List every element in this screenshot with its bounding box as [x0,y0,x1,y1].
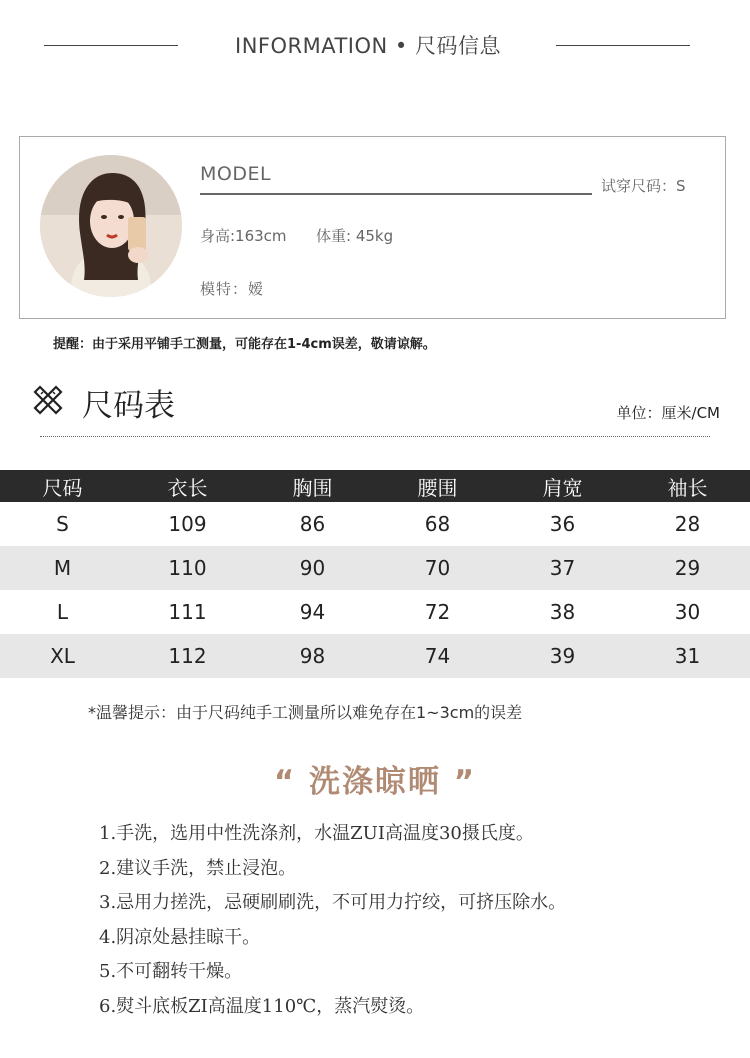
table-cell: 90 [299,556,326,580]
table-cell: XL [50,644,75,668]
model-weight: 体重: 45kg [316,227,394,245]
col-header-shoulder: 肩宽 [542,475,583,500]
header-divider-left [44,45,178,46]
table-cell: 111 [168,600,207,624]
measurement-tip: *温馨提示：由于尺码纯手工测量所以难免存在1~3cm的误差 [88,703,523,722]
model-label: MODEL [200,163,272,185]
model-info-card [19,136,726,319]
list-item: 3.忌用力搓洗，忌硬刷刷洗，不可用力拧绞，可挤压除水。 [99,892,567,913]
table-cell: 36 [549,512,576,536]
table-cell: 29 [674,556,701,580]
list-item: 2.建议手洗，禁止浸泡。 [99,857,297,879]
table-row [0,546,750,590]
table-cell: 28 [674,512,701,536]
table-cell: 30 [674,600,701,624]
table-cell: 94 [299,600,326,624]
table-cell: 110 [168,556,207,580]
list-item: 4.阴凉处悬挂晾干。 [99,926,261,948]
col-header-sleeve: 袖长 [667,475,708,500]
table-cell: L [56,600,69,624]
list-item: 5.不可翻转干燥。 [99,961,243,982]
model-avatar [40,155,182,297]
model-name: 模特：嫒 [200,280,265,298]
care-instructions-list [99,820,566,1027]
table-cell: S [56,512,69,536]
table-cell: 39 [549,644,576,668]
measurement-reminder: 提醒：由于采用平铺手工测量，可能存在1-4cm误差，敬请谅解。 [53,337,436,352]
washing-title: “ 洗涤晾晒 ” [273,764,477,800]
table-cell: 68 [424,512,451,536]
col-header-size: 尺码 [42,475,83,500]
list-item: 6.熨斗底板ZI高温度110℃，蒸汽熨烫。 [99,995,425,1017]
table-cell: 37 [549,556,576,580]
model-underline [200,193,592,195]
col-header-waist: 腰围 [417,475,458,500]
header-divider-right [556,45,690,46]
table-cell: 109 [168,512,207,536]
size-table [0,470,750,678]
table-cell: 86 [299,512,326,536]
tryon-size: 试穿尺码：S [601,177,686,195]
col-header-length: 衣长 [167,475,208,500]
table-cell: 31 [674,644,701,668]
list-item: 1.手洗，选用中性洗涤剂，水温ZUI高温度30摄氏度。 [99,823,534,844]
page-title: INFORMATION • 尺码信息 [235,34,501,58]
table-cell: 112 [168,644,207,668]
table-row [0,634,750,678]
table-cell: 74 [424,644,451,668]
model-photo-icon [40,155,182,297]
dotted-divider [40,436,710,437]
table-cell: 70 [424,556,451,580]
table-row [0,502,750,546]
model-height: 身高:163cm [200,227,287,245]
table-row [0,590,750,634]
table-cell: 72 [424,600,451,624]
size-chart-title: 尺码表 [82,388,175,424]
measuring-ruler-icon [32,384,64,416]
table-cell: 98 [299,644,326,668]
table-cell: 38 [549,600,576,624]
col-header-chest: 胸围 [292,475,333,500]
unit-label: 单位：厘米/CM [616,404,720,422]
table-cell: M [53,556,72,580]
table-header-row [0,470,750,502]
